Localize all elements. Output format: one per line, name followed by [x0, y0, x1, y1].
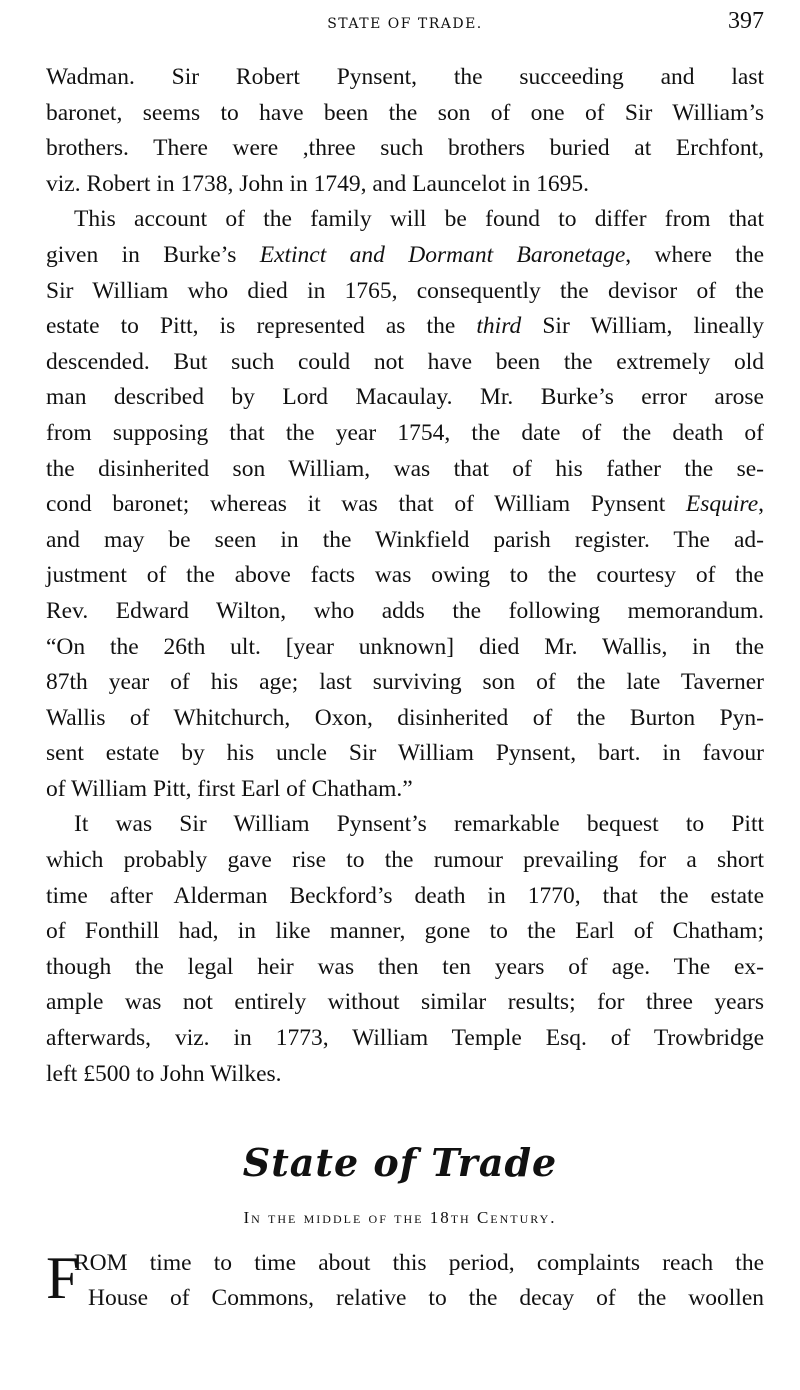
- section-title: State of Trade: [242, 1140, 558, 1185]
- paragraph-line: given in Burke’s Extinct and Dormant Baronetage, where the: [46, 241, 765, 268]
- paragraph-line: baronet, seems to have been the son of one of Sir William’s: [46, 99, 764, 126]
- paragraph-line: This account of the family will be found to differ from that: [74, 206, 764, 233]
- paragraph-line: the disinherited son William, was that of his father the se-: [46, 455, 764, 482]
- paragraph-line: House of Commons, relative to the decay of the woollen: [88, 1285, 764, 1311]
- drop-cap-continuation: ROM: [74, 1250, 128, 1276]
- paragraph-line: estate to Pitt, is represented as the third Sir William, lineally: [46, 313, 765, 340]
- paragraph-line: Wallis of Whitchurch, Oxon, disinherited of the Burton Pyn-: [46, 704, 764, 731]
- paragraph-line: Rev. Edward Wilton, who adds the following memorandum.: [46, 597, 764, 624]
- paragraph-line: of William Pitt, first Earl of Chatham.”: [46, 775, 413, 802]
- body-text: [46, 60, 764, 1092]
- paragraph: [46, 202, 764, 807]
- paragraph-line: justment of the above facts was owing to the courtesy of the: [46, 562, 764, 589]
- paragraph-line: though the legal heir was then ten years of age. The ex-: [46, 953, 764, 980]
- paragraph-line: man described by Lord Macaulay. Mr. Burke’s error arose: [46, 384, 764, 411]
- paragraph-line: descended. But such could not have been the extremely old: [46, 348, 764, 375]
- italic-title: Esquire: [685, 491, 759, 518]
- paragraph-line: time after Alderman Beckford’s death in 1770, that the estate: [46, 882, 764, 909]
- running-title: STATE OF TRADE.: [327, 16, 483, 32]
- paragraph-line: and may be seen in the Winkfield parish register. The ad-: [46, 526, 764, 553]
- paragraph-line: Wadman. Sir Robert Pynsent, the succeeding and last: [46, 64, 764, 90]
- section-subtitle: In the middle of the 18th Century.: [243, 1208, 557, 1227]
- italic-title: Extinct and Dormant Baronetage: [259, 241, 626, 268]
- paragraph-line: sent estate by his uncle Sir William Pynsent, bart. in favour: [46, 740, 764, 767]
- drop-cap: F: [46, 1245, 80, 1311]
- page-number: 397: [728, 8, 764, 34]
- paragraph-line: [74, 1246, 764, 1281]
- paragraph-line: brothers. There were ,three such brothers buried at Erchfont,: [46, 135, 764, 162]
- paragraph-line: “On the 26th ult. [year unknown] died Mr. Wallis, in the: [46, 633, 764, 660]
- paragraph: [46, 60, 764, 202]
- paragraph: [46, 807, 764, 1092]
- paragraph-line: ample was not entirely without similar results; for three years: [46, 989, 764, 1016]
- paragraph-line: of Fonthill had, in like manner, gone to the Earl of Chatham;: [46, 918, 764, 945]
- paragraph-line: which probably gave rise to the rumour prevailing for a short: [46, 847, 764, 874]
- paragraph-line: from supposing that the year 1754, the date of the death of: [46, 419, 764, 446]
- italic-title: third: [476, 313, 522, 340]
- paragraph-line: Sir William who died in 1765, consequently the devisor of the: [46, 277, 764, 304]
- paragraph-line: viz. Robert in 1738, John in 1749, and Launcelot in 1695.: [46, 170, 590, 197]
- paragraph-line: It was Sir William Pynsent’s remarkable bequest to Pitt: [74, 811, 764, 838]
- first-line-text: time to time about this period, complaints reach the: [149, 1250, 765, 1276]
- paragraph-line: left £500 to John Wilkes.: [46, 1060, 282, 1087]
- paragraph-line: 87th year of his age; last surviving son of the late Taverner: [46, 669, 764, 696]
- running-head: [46, 8, 764, 38]
- paragraph-line: cond baronet; whereas it was that of William Pynsent Esquire,: [46, 491, 764, 518]
- paragraph-line: afterwards, viz. in 1773, William Temple Esq. of Trowbridge: [46, 1025, 764, 1052]
